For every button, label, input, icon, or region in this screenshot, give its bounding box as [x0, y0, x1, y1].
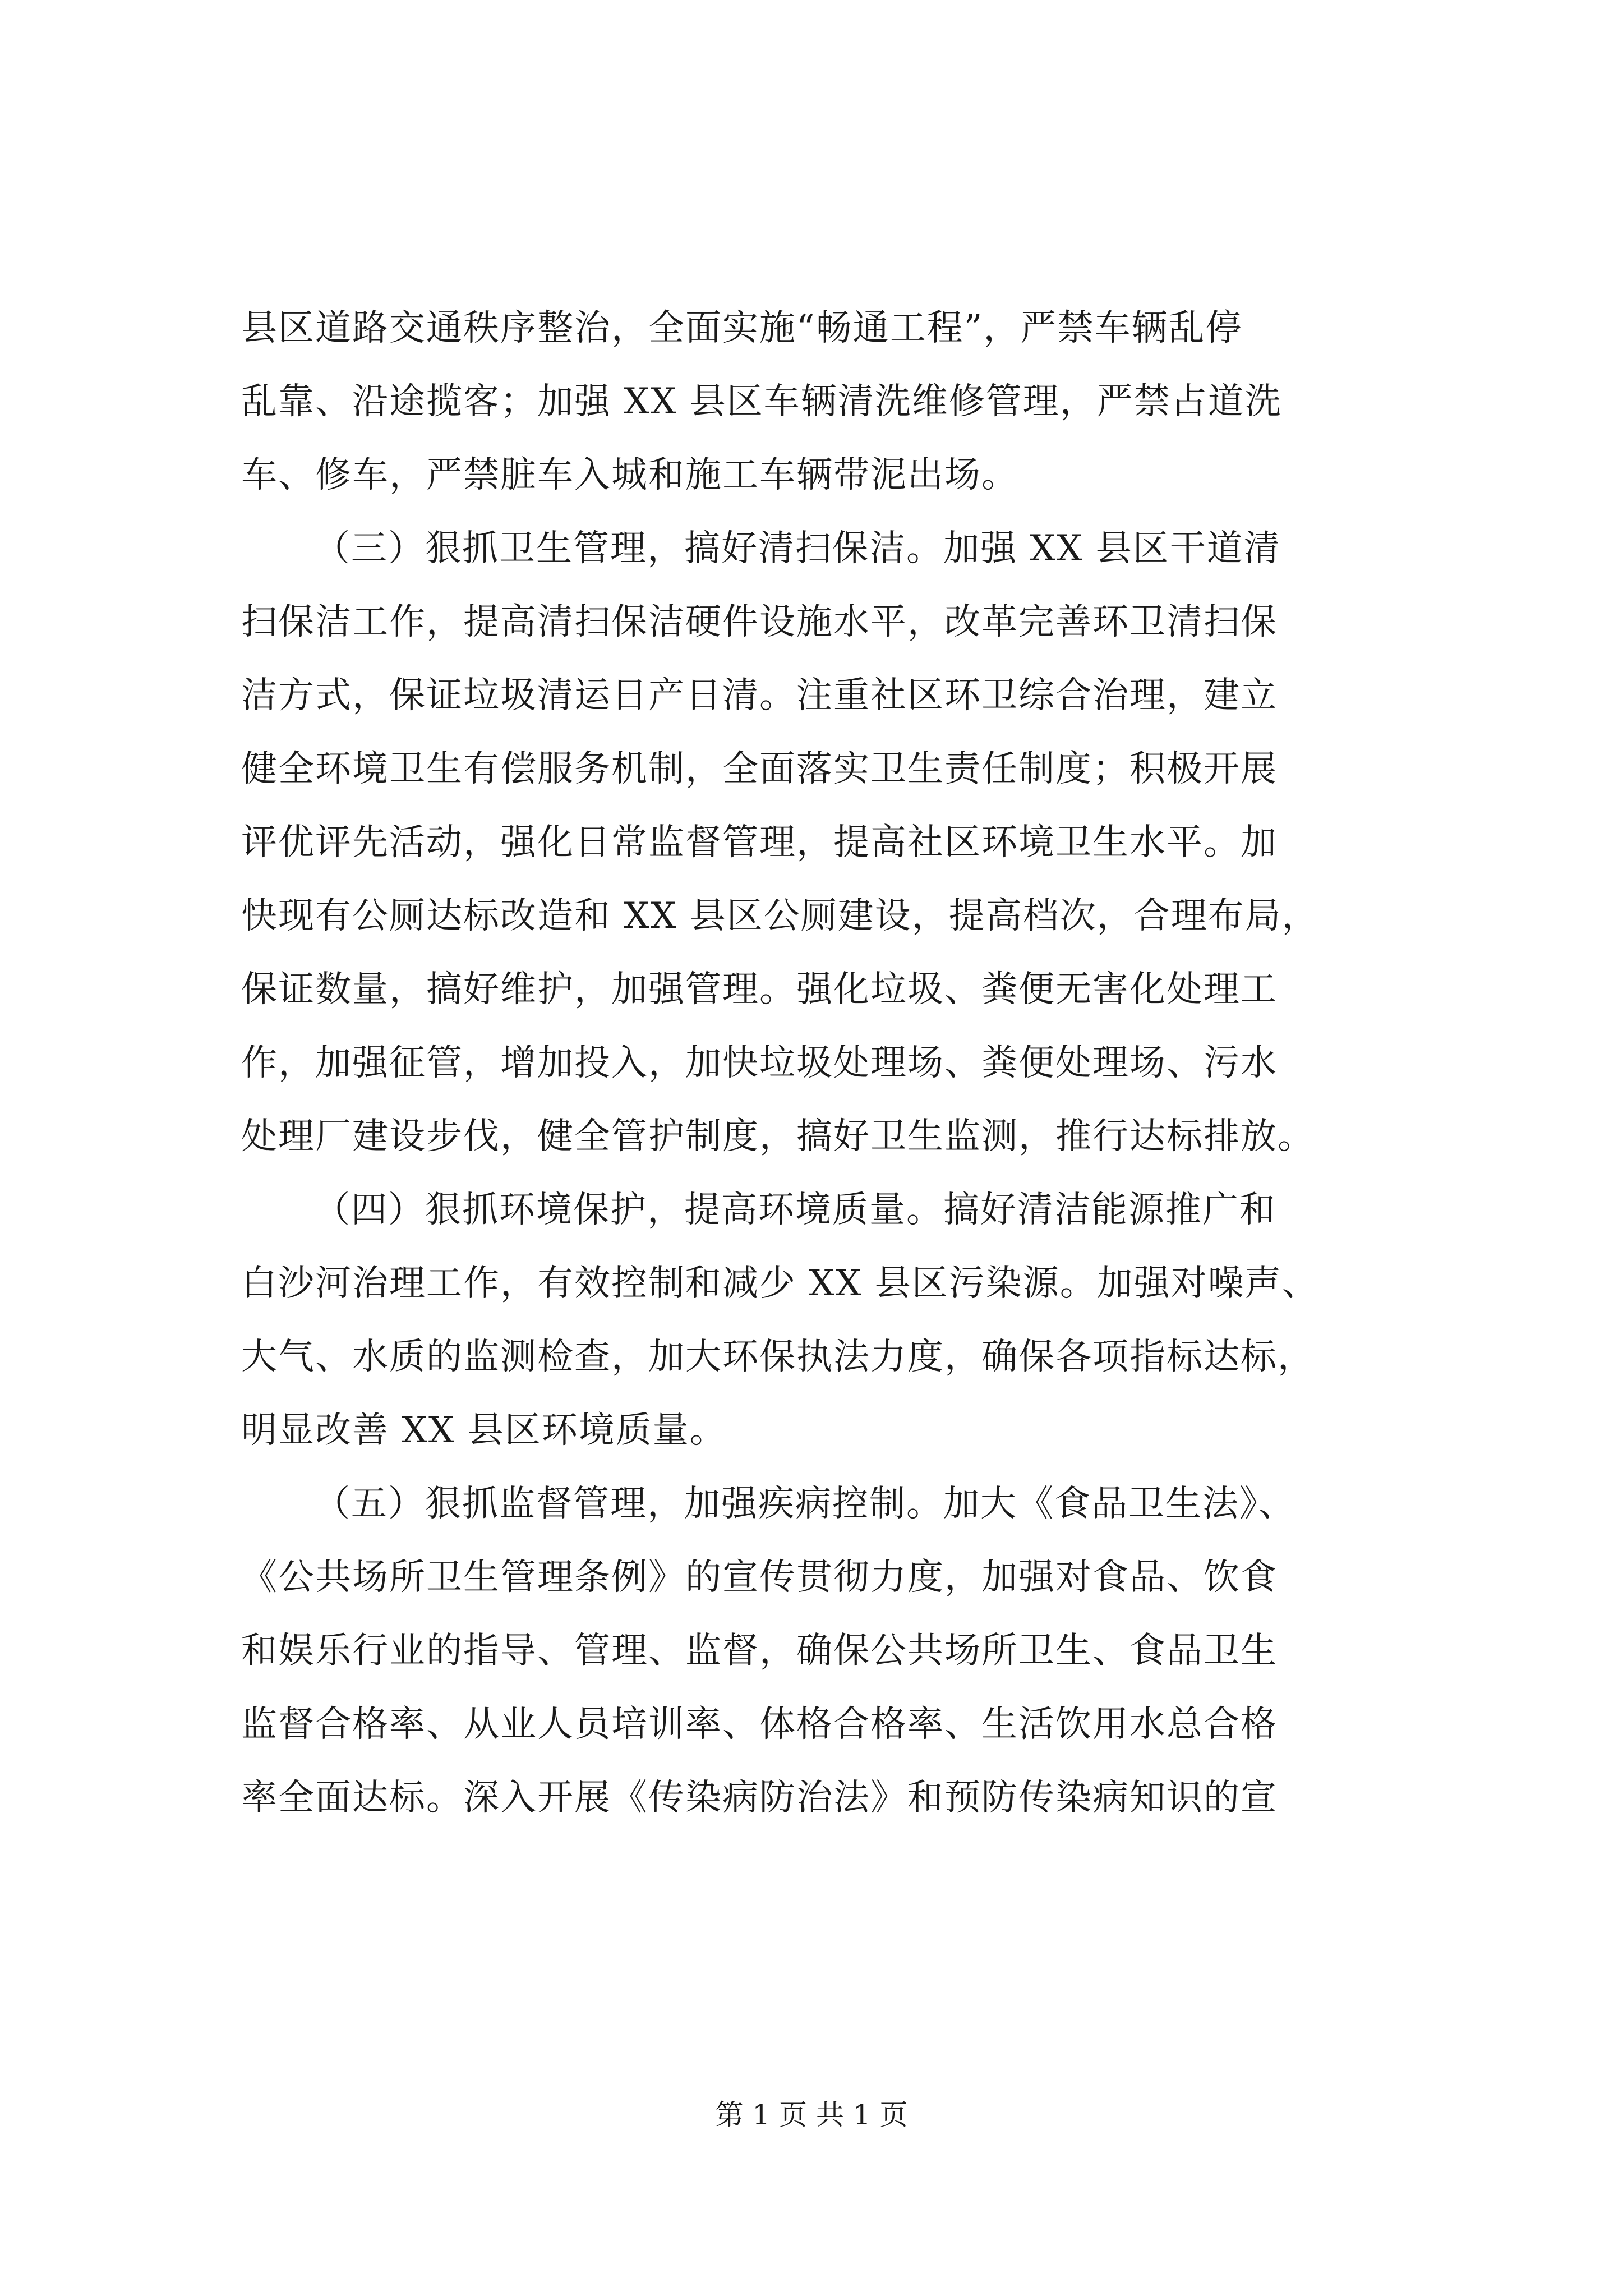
text-line: 白沙河治理工作，有效控制和减少 XX 县区污染源。加强对噪声、: [241, 1263, 1319, 1304]
text-line: 健全环境卫生有偿服务机制，全面落实卫生责任制度；积极开展: [241, 748, 1278, 790]
text-line: 作，加强征管，增加投入，加快垃圾处理场、粪便处理场、污水: [241, 1042, 1278, 1084]
page-number-label: 第 1 页 共 1 页: [715, 2099, 908, 2131]
section-heading-line: （四）狠抓环境保护，提高环境质量。搞好清洁能源推广和: [314, 1189, 1276, 1231]
text-line: 处理厂建设步伐，健全管护制度，搞好卫生监测，推行达标排放。: [241, 1116, 1315, 1157]
text-line: 《公共场所卫生管理条例》的宣传贯彻力度，加强对食品、饮食: [241, 1557, 1278, 1598]
document-body: [241, 292, 1430, 1835]
text-line: 车、修车，严禁脏车入城和施工车辆带泥出场。: [241, 454, 1018, 496]
text-line: 评优评先活动，强化日常监督管理，提高社区环境卫生水平。加: [241, 822, 1278, 863]
text-line: 明显改善 XX 县区环境质量。: [241, 1410, 727, 1451]
text-line: 县区道路交通秩序整治，全面实施“畅通工程”，严禁车辆乱停: [241, 307, 1243, 349]
text-line: 洁方式，保证垃圾清运日产日清。注重社区环卫综合治理，建立: [241, 675, 1278, 716]
text-line: 快现有公厕达标改造和 XX 县区公厕建设，提高档次，合理布局，: [241, 895, 1319, 937]
page-footer: [0, 2092, 1623, 2133]
text-line: 和娱乐行业的指导、管理、监督，确保公共场所卫生、食品卫生: [241, 1630, 1278, 1672]
section-heading-line: （三）狠抓卫生管理，搞好清扫保洁。加强 XX 县区干道清: [314, 528, 1281, 569]
text-line: 乱靠、沿途揽客；加强 XX 县区车辆清洗维修管理，严禁占道洗: [241, 381, 1282, 422]
text-line: 率全面达标。深入开展《传染病防治法》和预防传染病知识的宣: [241, 1777, 1278, 1819]
text-line: 保证数量，搞好维护，加强管理。强化垃圾、粪便无害化处理工: [241, 969, 1278, 1010]
text-line: 大气、水质的监测检查，加大环保执法力度，确保各项指标达标，: [241, 1336, 1315, 1378]
section-heading-line: （五）狠抓监督管理，加强疾病控制。加大《食品卫生法》、: [314, 1483, 1295, 1525]
text-line: 监督合格率、从业人员培训率、体格合格率、生活饮用水总合格: [241, 1704, 1278, 1745]
text-line: 扫保洁工作，提高清扫保洁硬件设施水平，改革完善环卫清扫保: [241, 601, 1278, 643]
